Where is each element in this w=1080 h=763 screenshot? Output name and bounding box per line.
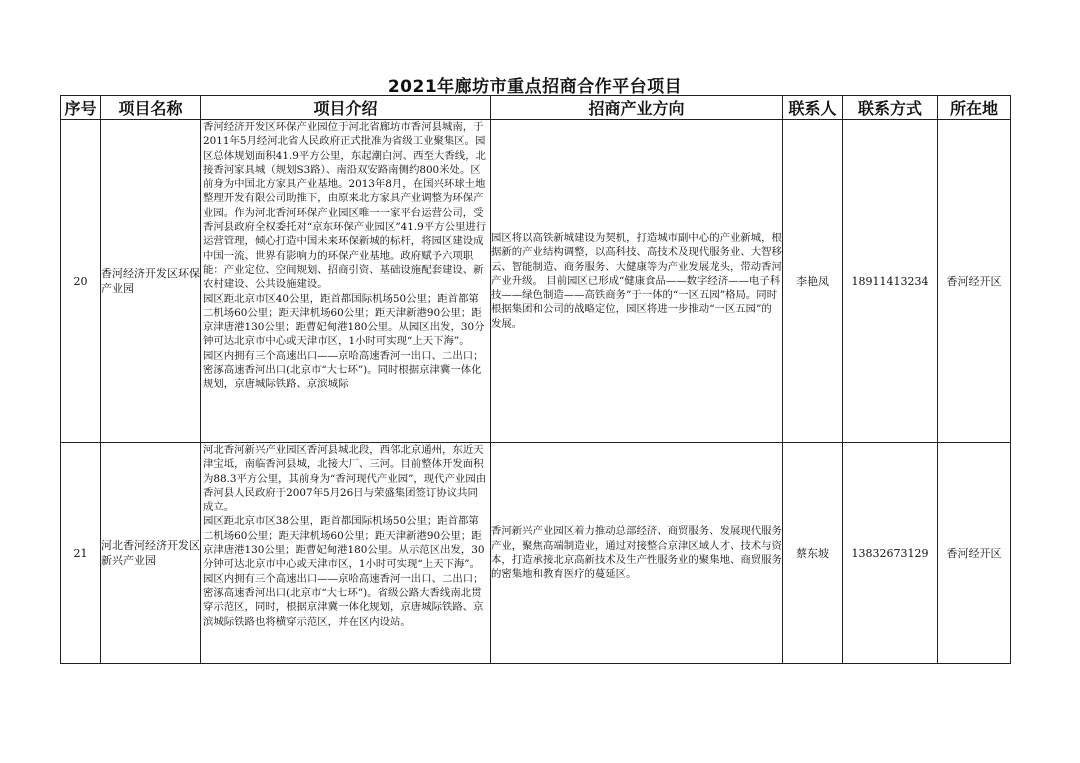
contact-person: 蔡东坡 bbox=[783, 443, 843, 664]
contact-person: 李艳凤 bbox=[783, 120, 843, 443]
intro-paragraph: 园区距北京市区38公里，距首都国际机场50公里；距首都第二机场60公里；距天津机场60公里；距天津新港90公里；距京津唐港130公里；距曹妃甸港180公里。从示范区出发，30分钟可达北京市中心或天津市区，1小时可实现“上天下海”。 bbox=[203, 515, 485, 571]
project-name: 河北香河经济开发区新兴产业园 bbox=[101, 443, 201, 664]
project-intro bbox=[201, 443, 491, 664]
header-name: 项目名称 bbox=[101, 96, 201, 120]
location: 香河经开区 bbox=[938, 443, 1011, 664]
project-intro bbox=[201, 120, 491, 443]
intro-paragraph: 香河经济开发区环保产业园位于河北省廊坊市香河县城南，于2011年5月经河北省人民政府正式批准为省级工业聚集区。园区总体规划面积41.9平方公里，东起潮白河、西至大香线，北接香河家具城（规划S3路）、南沿双安路南侧约800米处。区前身为中国北方家具产业基地。2013年8月，在国兴环球土地整理开发有限公司助推下，由原来北方家具产业调整为环保产业园。作为河北香河环保产业园区唯一一家平台运营公司，受香河县政府全权委托对“京东环保产业园区”41.9平方公里进行运营管理，倾心打造中国未来环保新城的标杆，将园区建设成中国一流、世界有影响力的环保产业基地。政府赋予六项职能：产业定位、空间规划、招商引资、基础设施配套建设、新农村建设、公共设施建设。 bbox=[203, 121, 487, 291]
intro-paragraph: 河北香河新兴产业园区香河县城北段，西邻北京通州，东近天津宝坻，南临香河县城，北接大厂、三河。目前整体开发面积为88.3平方公里，其前身为“香河现代产业园”，现代产业园由香河县人民政府于2007年5月26日与荣盛集团签订协议共同成立。 bbox=[203, 444, 487, 514]
header-direction: 招商产业方向 bbox=[491, 96, 783, 120]
intro-paragraph: 园区距北京市区40公里，距首都国际机场50公里；距首都第二机场60公里；距天津机场60公里；距天津新港90公里；距京津唐港130公里；距曹妃甸港180公里。从园区出发，30分钟可达北京市中心或天津市区，1小时可实现“上天下海”。 bbox=[203, 292, 485, 348]
industry-direction: 香河新兴产业园区着力推动总部经济、商贸服务、发展现代服务产业，聚焦高端制造业，通过对接整合京津区域人才、技术与资本，打造承接北京高新技术及生产性服务业的聚集地、商贸服务的密集地和教育医疗的蔓延区。 bbox=[491, 443, 783, 664]
header-location: 所在地 bbox=[938, 96, 1011, 120]
page-title: 2021年廊坊市重点招商合作平台项目 bbox=[387, 77, 683, 97]
industry-direction: 园区将以高铁新城建设为契机，打造城市副中心的产业新城，根据新的产业结构调整，以高科技、高技术及现代服务业、大智移云、智能制造、商务服务、大健康等为产业发展龙头，带动香河产业升级。 目前园区已形成“健康食品——数字经济——电子科技——绿色制造——高铁商务”于一体的“一区五园”格局。同时根据集团和公司的战略定位，园区将进一步推动“一区五园”的发展。 bbox=[491, 120, 783, 443]
row-no: 21 bbox=[61, 443, 101, 664]
table-header-row bbox=[61, 96, 1011, 120]
header-no: 序号 bbox=[61, 96, 101, 120]
contact-phone: 18911413234 bbox=[843, 120, 938, 443]
header-phone: 联系方式 bbox=[843, 96, 938, 120]
header-intro: 项目介绍 bbox=[201, 96, 491, 120]
intro-paragraph: 园区内拥有三个高速出口——京哈高速香河一出口、二出口；密涿高速香河出口(北京市“大七环”)。同时根据京津冀一体化规划，京唐城际铁路、京滨城际 bbox=[203, 349, 484, 391]
contact-phone: 13832673129 bbox=[843, 443, 938, 664]
table-row bbox=[61, 443, 1011, 664]
intro-paragraph: 园区内拥有三个高速出口——京哈高速香河一出口、二出口；密涿高速香河出口(北京市“大七环”)。省级公路大香线南北贯穿示范区，同时，根据京津冀一体化规划，京唐城际铁路、京滨城际铁路也将横穿示范区，并在区内设站。 bbox=[203, 572, 484, 628]
projects-table bbox=[60, 95, 1011, 664]
header-contact: 联系人 bbox=[783, 96, 843, 120]
project-name: 香河经济开发区环保产业园 bbox=[101, 120, 201, 443]
table-row bbox=[61, 120, 1011, 443]
location: 香河经开区 bbox=[938, 120, 1011, 443]
row-no: 20 bbox=[61, 120, 101, 443]
